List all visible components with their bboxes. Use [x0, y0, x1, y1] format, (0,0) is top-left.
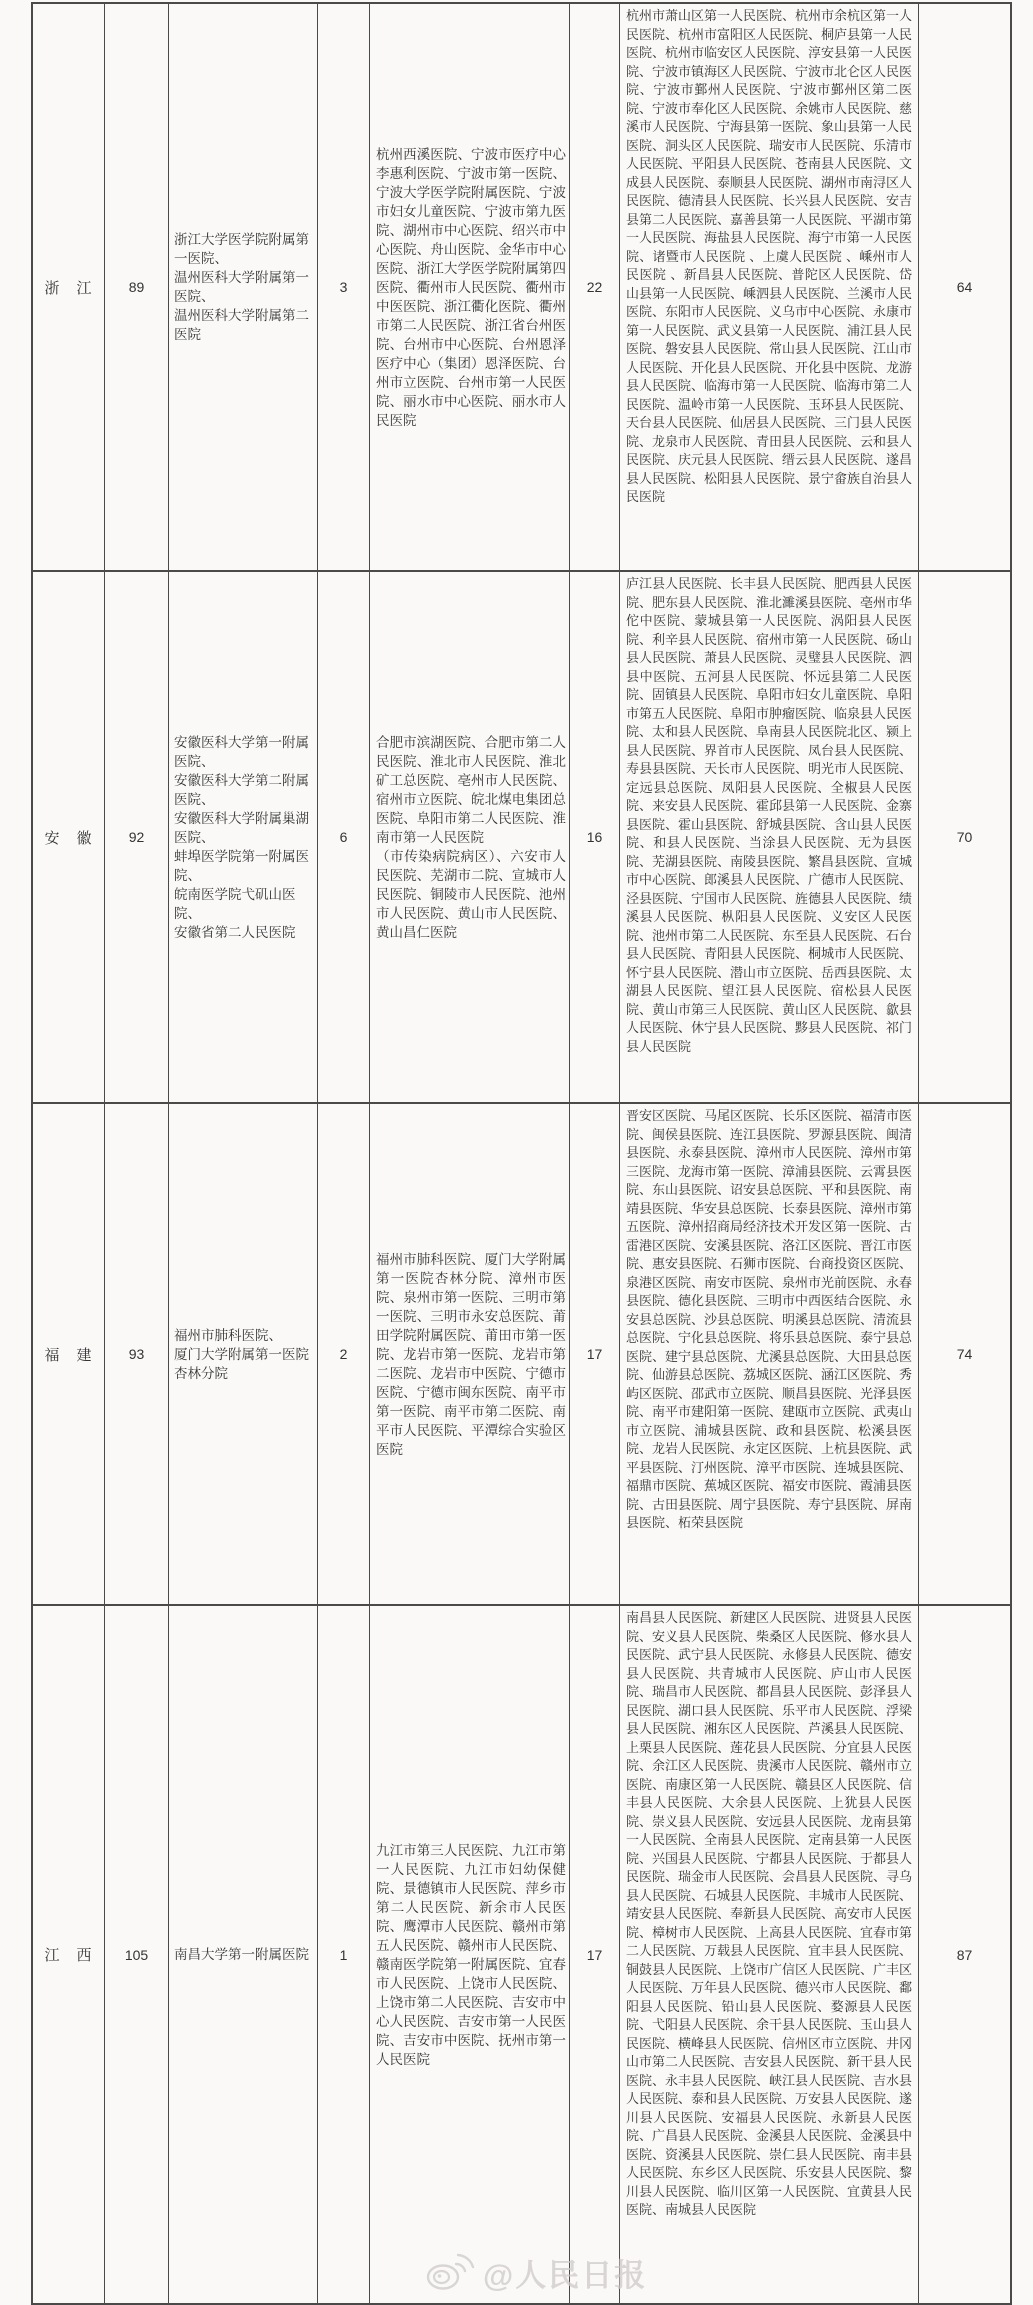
total-count: 93 [128, 1346, 145, 1362]
provincial-hospitals-cell [169, 572, 318, 1102]
provincial-count-cell [318, 1104, 370, 1604]
provincial-hospitals-text: 厦门大学附属第一医院杏林分院 [174, 1346, 309, 1381]
city-hospitals-text: （市传染病院病区）、六安市人民医院、芜湖市二院、宣城市人民医院、铜陵市人民医院、池州市人民医院、黄山市人民医院、黄山昌仁医院 [376, 848, 566, 940]
county-count-cell [919, 1606, 1010, 2303]
city-count-cell [570, 1606, 620, 2303]
provincial-hospitals-text: 安徽医科大学第二附属医院、 [174, 772, 309, 807]
city-hospitals-cell [370, 1606, 570, 2303]
city-hospitals-cell [370, 572, 570, 1102]
provincial-hospitals-text: 安徽医科大学第一附属医院、 [174, 734, 309, 769]
total-count-cell [105, 4, 169, 570]
city-count-cell [570, 1104, 620, 1604]
county-hospitals-cell [620, 1606, 919, 2303]
county-count-cell [919, 4, 1010, 570]
provincial-count-cell [318, 4, 370, 570]
county-hospitals-text: 庐江县人民医院、长丰县人民医院、肥西县人民医院、肥东县人民医院、淮北濉溪县医院、亳州市华佗中医院、蒙城县第一人民医院、涡阳县人民医院、利辛县人民医院、宿州市第一人民医院、砀山县人民医院、萧县人民医院、灵璧县人民医院、泗县中医院、五河县人民医院、怀远县第二人民医院、固镇县人民医院、阜阳市妇女儿童医院、阜阳市第五人民医院、阜阳市肿瘤医院、临泉县人民医院、太和县人民医院、阜南县人民医院北区、颍上县人民医院、界首市人民医院、凤台县人民医院、寿县县医院、天长市人民医院、明光市人民医院、定远县总医院、凤阳县人民医院、全椒县人民医院、来安县人民医院、霍邱县第一人民医院、金寨县医院、霍山县医院、舒城县医院、含山县人民医院、和县人民医院、当涂县人民医院、无为县医院、芜湖县医院、南陵县医院、繁昌县医院、宣城市中心医院、郎溪县人民医院、广德市人民医院、泾县医院、宁国市人民医院、旌德县人民医院、绩溪县人民医院、枞阳县人民医院、义安区人民医院、池州市第二人民医院、东至县人民医院、石台县人民医院、青阳县人民医院、桐城市人民医院、怀宁县人民医院、潜山市立医院、岳西县医院、太湖县人民医院、望江县人民医院、宿松县人民医院、黄山市第三人民医院、黄山区人民医院、歙县人民医院、休宁县人民医院、黟县人民医院、祁门县人民医院 [626, 576, 913, 1054]
provincial-hospitals-text: 浙江大学医学院附属第一医院、 [174, 232, 309, 266]
total-count-cell [105, 1104, 169, 1604]
province-label: 江 西 [44, 1947, 93, 1964]
city-count: 16 [586, 829, 603, 845]
city-count: 17 [586, 1346, 603, 1362]
provincial-hospitals-cell [169, 4, 318, 570]
city-count: 17 [586, 1946, 603, 1963]
total-count: 105 [124, 1946, 149, 1963]
county-hospitals-text: 晋安区医院、马尾区医院、长乐区医院、福清市医院、闽侯县医院、连江县医院、罗源县医院、闽清县医院、永泰县医院、漳州市人民医院、漳州市第三医院、龙海市第一医院、漳浦县医院、云霄县医院、东山县医院、诏安县总医院、平和县医院、南靖县医院、华安县总医院、长泰县医院、漳州市第五医院、漳州招商局经济技术开发区第一医院、古雷港区医院、安溪县医院、洛江区医院、晋江市医院、惠安县医院、石狮市医院、台商投资区医院、泉港区医院、南安市医院、泉州市光前医院、永春县医院、德化县医院、三明市中西医结合医院、永安县总医院、沙县总医院、明溪县总医院、清流县总医院、宁化县总医院、将乐县总医院、泰宁县总医院、建宁县总医院、尤溪县总医院、大田县总医院、仙游县总医院、荔城区医院、涵江区医院、秀屿区医院、邵武市立医院、顺昌县医院、光泽县医院、南平市建阳第一医院、建瓯市立医院、武夷山市立医院、浦城县医院、政和县医院、松溪县医院、龙岩人民医院、永定区医院、上杭县医院、武平县医院、汀州医院、漳平市医院、连城县医院、福鼎市医院、蕉城区医院、福安市医院、霞浦县医院、古田县医院、周宁县医院、寿宁县医院、屏南县医院、柘荣县医院 [626, 1108, 913, 1530]
county-hospitals-text: 杭州市萧山区第一人民医院、杭州市余杭区第一人民医院、杭州市富阳区人民医院、桐庐县第一人民医院、杭州市临安区人民医院、淳安县第一人民医院、宁波市镇海区人民医院、宁波市北仑区人民医院、宁波市鄞州人民医院、宁波市鄞州区第二医院、宁波市奉化区人民医院、余姚市人民医院、慈溪市人民医院、宁海县第一医院、象山县第一人民医院、洞头区人民医院、瑞安市人民医院、乐清市人民医院、平阳县人民医院、苍南县人民医院、文成县人民医院、泰顺县人民医院、湖州市南浔区人民医院、德清县人民医院、长兴县人民医院、安吉县第二人民医院、嘉善县第一人民医院、平湖市第一人民医院、海盐县人民医院、海宁市第一人民医院、诸暨市人民医院 、上虞人民医院 、嵊州市人民医院 、新昌县人民医院、普陀区人民医院、岱山县第一人民医院、嵊泗县人民医院、兰溪市人民医院、东阳市人民医院、义乌市中心医院、永康市第一人民医院、武义县第一人民医院、浦江县人民医院、磐安县人民医院、常山县人民医院、江山市人民医院、开化县人民医院、开化县中医院、龙游县人民医院、临海市第一人民医院、临海市第二人民医院、温岭市第一人民医院、玉环县人民医院、天台县人民医院、仙居县人民医院、三门县人民医院、龙泉市人民医院、青田县人民医院、云和县人民医院、庆元县人民医院、缙云县人民医院、遂昌县人民医院、松阳县人民医院、景宁畲族自治县人民医院 [626, 8, 913, 504]
table-row [33, 572, 1010, 1104]
provincial-count-cell [318, 1606, 370, 2303]
provincial-hospitals-text: 安徽医科大学附属巢湖医院、 [174, 810, 309, 845]
provincial-hospitals-text: 福州市肺科医院、 [174, 1327, 282, 1343]
city-count-cell [570, 572, 620, 1102]
county-count: 74 [956, 1346, 973, 1362]
county-hospitals-text: 南昌县人民医院、新建区人民医院、进贤县人民医院、安义县人民医院、柴桑区人民医院、修水县人民医院、武宁县人民医院、永修县人民医院、德安县人民医院、共青城市人民医院、庐山市人民医院、瑞昌市人民医院、都昌县人民医院、彭泽县人民医院、湖口县人民医院、乐平市人民医院、浮梁县人民医院、湘东区人民医院、芦溪县人民医院、上栗县人民医院、莲花县人民医院、分宜县人民医院、余江区人民医院、贵溪市人民医院、赣州市立医院、南康区第一人民医院、赣县区人民医院、信丰县人民医院、大余县人民医院、上犹县人民医院、崇义县人民医院、安远县人民医院、龙南县第一人民医院、全南县人民医院、定南县第一人民医院、兴国县人民医院、宁都县人民医院、于都县人民医院、瑞金市人民医院、会昌县人民医院、寻乌县人民医院、石城县人民医院、丰城市人民医院、靖安县人民医院、奉新县人民医院、高安市人民医院、樟树市人民医院、上高县人民医院、宜春市第二人民医院、万载县人民医院、宜丰县人民医院、铜鼓县人民医院、上饶市广信区人民医院、广丰区人民医院、万年县人民医院、德兴市人民医院、鄱阳县人民医院、铅山县人民医院、婺源县人民医院、弋阳县人民医院、余干县人民医院、玉山县人民医院、横峰县人民医院、信州区市立医院、井冈山市第二人民医院、吉安县人民医院、新干县人民医院、永丰县人民医院、峡江县人民医院、吉水县人民医院、泰和县人民医院、万安县人民医院、遂川县人民医院、安福县人民医院、永新县人民医院、广昌县人民医院、金溪县人民医院、金溪县中医院、资溪县人民医院、崇仁县人民医院、南丰县人民医院、东乡区人民医院、乐安县人民医院、黎川县人民医院、临川区第一人民医院、宜黄县人民医院、南城县人民医院 [626, 1610, 913, 2217]
hospital-table [31, 2, 1012, 2305]
table-row [33, 4, 1010, 572]
province-cell [33, 1104, 105, 1604]
provincial-count: 6 [339, 829, 348, 845]
city-hospitals-text: 福州市肺科医院、厦门大学附属第一医院杏林分院、漳州市医院、泉州市第一医院、三明市第一医院、三明市永安总医院、莆田学院附属医院、莆田市第一医院、龙岩市第一医院、龙岩市第二医院、龙岩市中医院、宁德市医院、宁德市闽东医院、南平市第一医院、南平市第二医院、南平市人民医院、平潭综合实验区医院 [376, 1251, 566, 1457]
provincial-hospitals-text: 南昌大学第一附属医院 [174, 1947, 309, 1962]
county-hospitals-cell [620, 1104, 919, 1604]
provincial-hospitals-text: 皖南医学院弋矶山医院、 [174, 886, 296, 921]
total-count: 92 [128, 829, 145, 845]
provincial-hospitals-text: 蚌埠医学院第一附属医院、 [174, 848, 309, 883]
total-count-cell [105, 572, 169, 1102]
total-count-cell [105, 1606, 169, 2303]
table-row [33, 1104, 1010, 1606]
province-label: 安 徽 [44, 829, 93, 847]
provincial-count-cell [318, 572, 370, 1102]
city-hospitals-cell [370, 1104, 570, 1604]
county-count: 87 [956, 1946, 973, 1963]
provincial-hospitals-cell [169, 1606, 318, 2303]
city-hospitals-text: 九江市第三人民医院、九江市第一人民医院、九江市妇幼保健院、景德镇市人民医院、萍乡市第二人民医院、新余市人民医院、鹰潭市人民医院、赣州市第五人民医院、赣州市人民医院、赣南医学院第一附属医院、宜春市人民医院、上饶市人民医院、上饶市第二人民医院、吉安市中心人民医院、吉安市第一人民医院、吉安市中医院、抚州市第一人民医院 [376, 1842, 566, 2067]
city-hospitals-text: 杭州西溪医院、宁波市医疗中心李惠利医院、宁波市第一医院、宁波大学医学院附属医院、宁波市妇女儿童医院、宁波市第九医院、湖州市中心医院、绍兴市中心医院、舟山医院、金华市中心医院、浙江大学医学院附属第四医院、衢州市人民医院、衢州市中医医院、浙江衢化医院、衢州市第二人民医院、浙江省台州医院、台州市中心医院、台州恩泽医疗中心（集团）恩泽医院、台州市立医院、台州市第一人民医院、丽水市中心医院、丽水市人民医院 [376, 146, 566, 428]
county-count: 64 [956, 279, 973, 295]
watermark-text: @人民日报 [483, 2258, 648, 2293]
total-count: 89 [128, 279, 145, 295]
provincial-hospitals-cell [169, 1104, 318, 1604]
city-count-cell [570, 4, 620, 570]
provincial-hospitals-text: 温州医科大学附属第一医院、 [174, 270, 309, 304]
county-hospitals-cell [620, 4, 919, 570]
province-label: 福 建 [44, 1346, 93, 1364]
county-hospitals-cell [620, 572, 919, 1102]
province-cell [33, 4, 105, 570]
provincial-hospitals-text: 温州医科大学附属第二医院 [174, 308, 309, 342]
provincial-count: 3 [339, 279, 348, 295]
provincial-hospitals-text: 安徽省第二人民医院 [174, 924, 296, 940]
city-count: 22 [586, 279, 603, 295]
county-count: 70 [956, 829, 973, 845]
province-cell [33, 572, 105, 1102]
city-hospitals-cell [370, 4, 570, 570]
province-cell [33, 1606, 105, 2303]
provincial-count: 1 [339, 1946, 348, 1963]
county-count-cell [919, 572, 1010, 1102]
county-count-cell [919, 1104, 1010, 1604]
table-row [33, 1606, 1010, 2303]
province-label: 浙 江 [44, 279, 93, 297]
city-hospitals-text: 合肥市滨湖医院、合肥市第二人民医院、淮北市人民医院、淮北矿工总医院、亳州市人民医院、宿州市立医院、皖北煤电集团总医院、阜阳市第二人民医院、淮南市第一人民医院 [376, 734, 566, 845]
provincial-count: 2 [339, 1346, 348, 1362]
